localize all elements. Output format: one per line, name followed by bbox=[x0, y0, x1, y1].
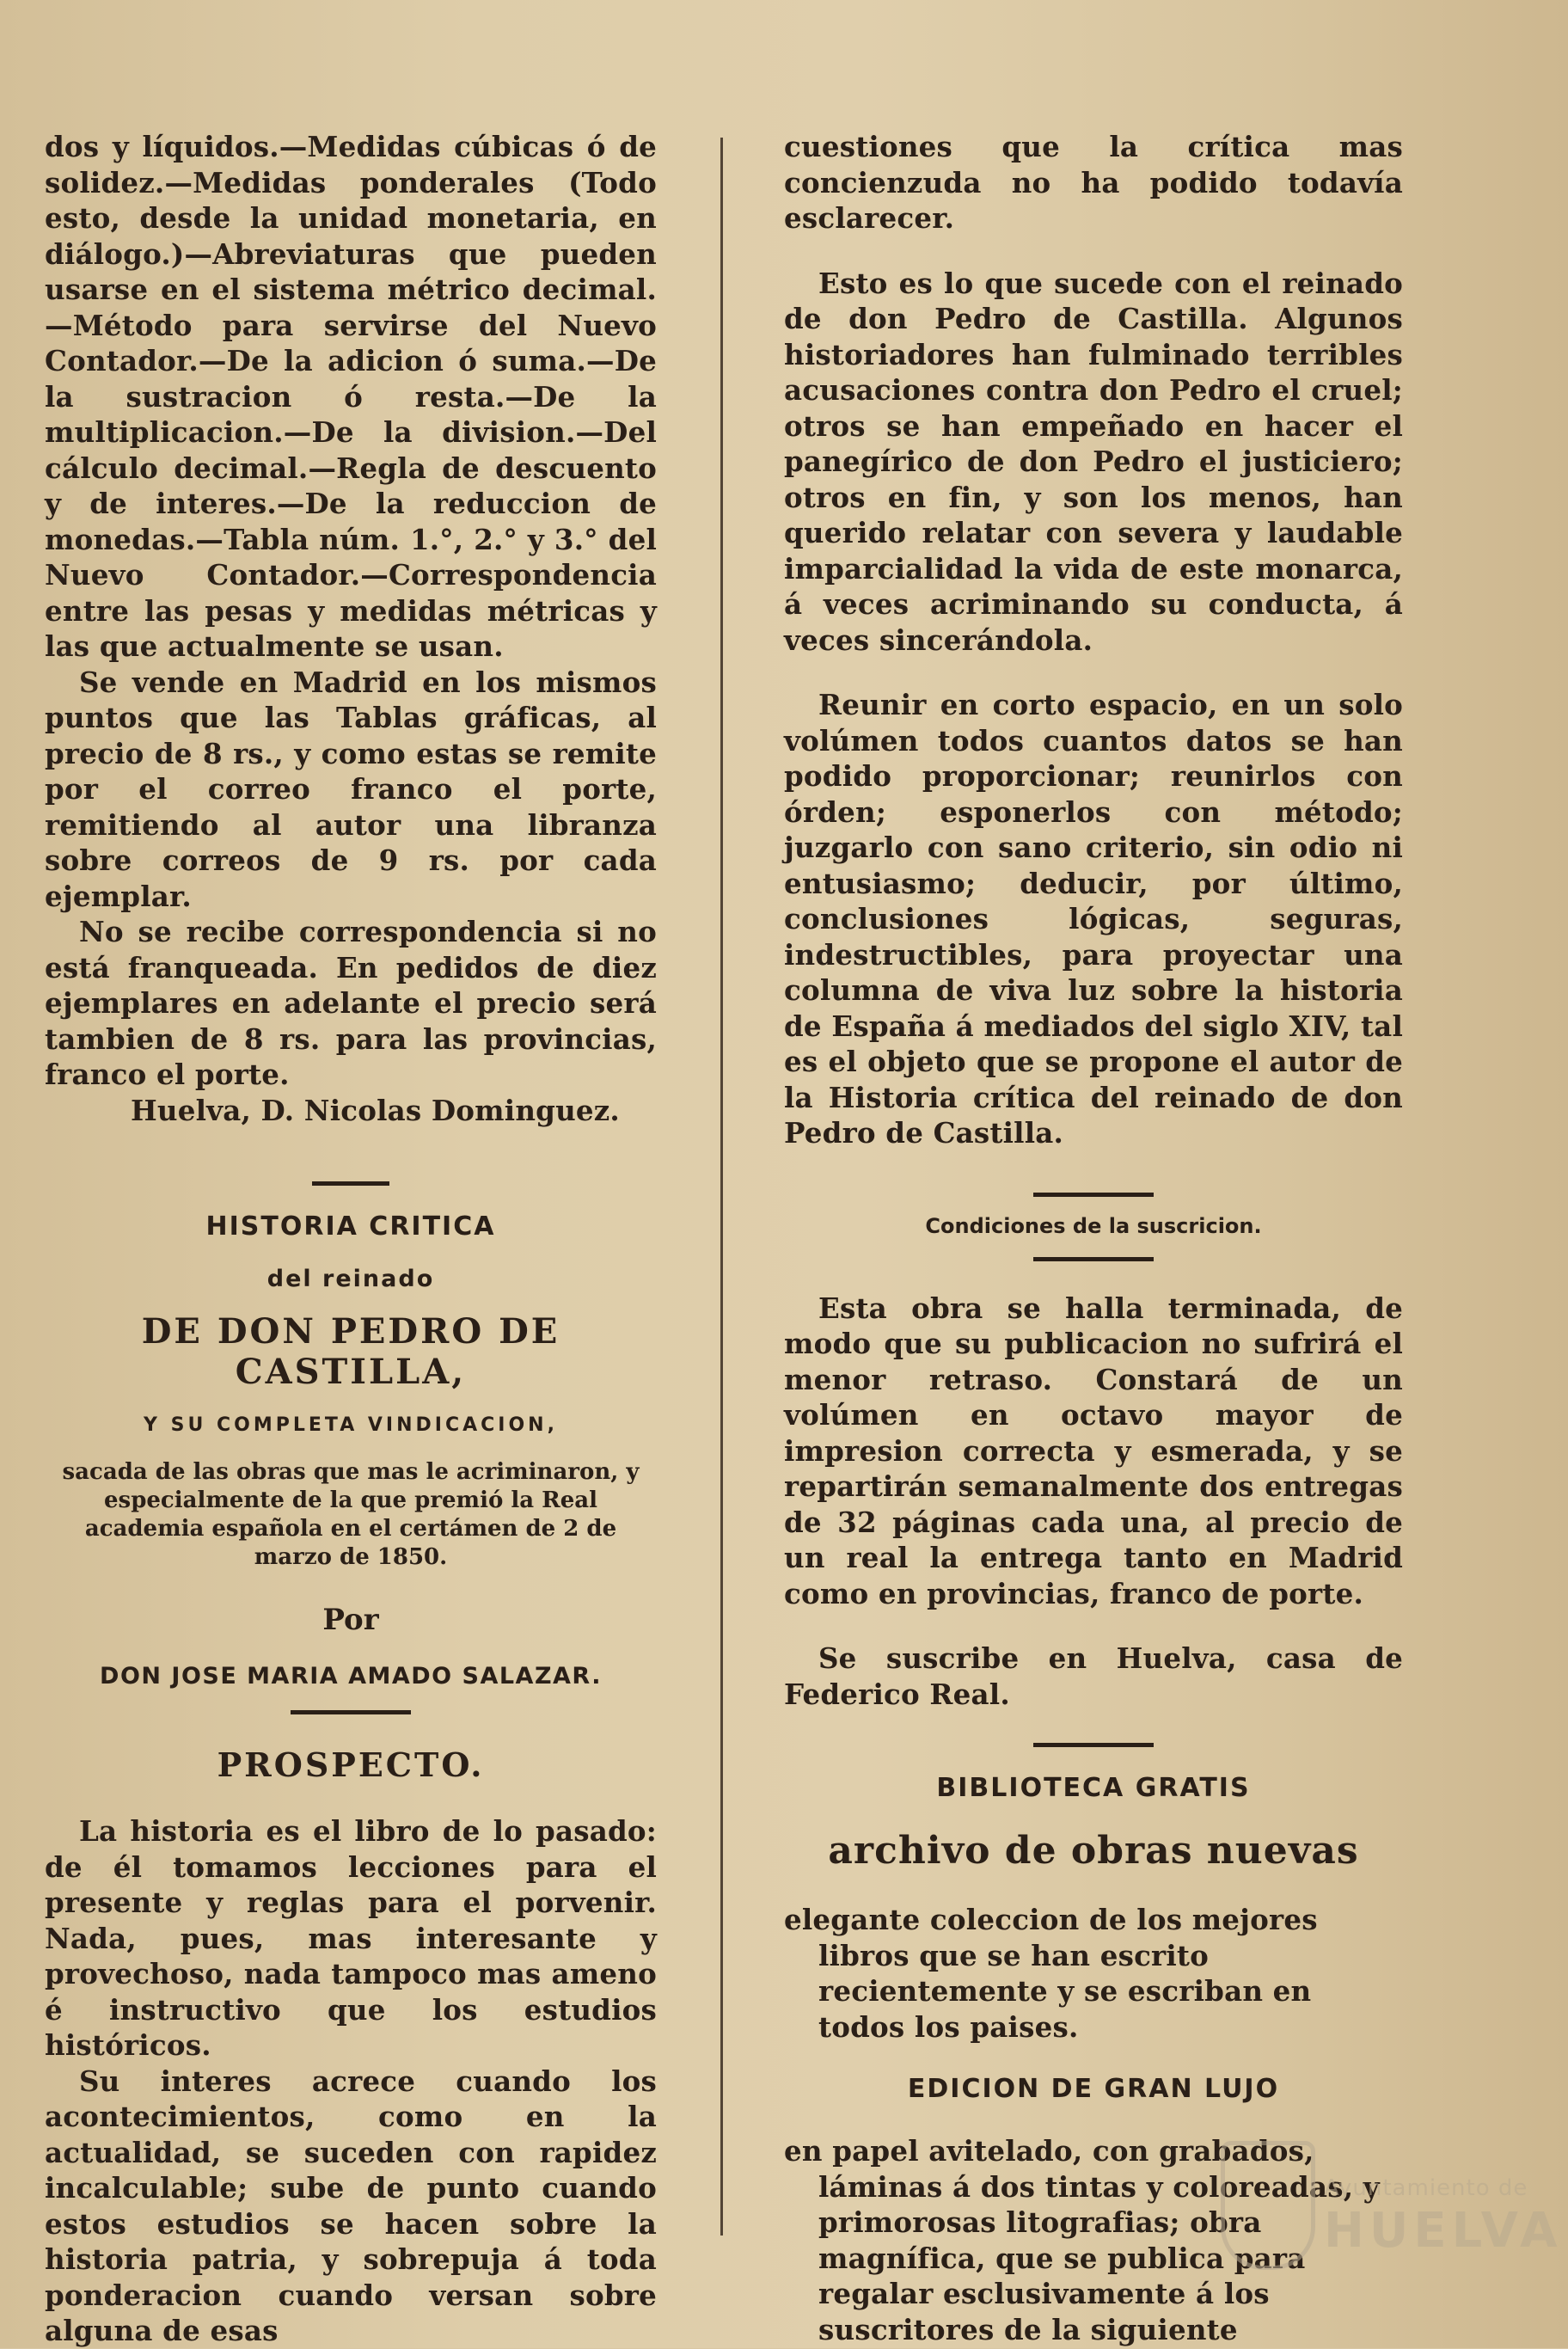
obra-paragraph: Esta obra se halla terminada, de modo que su publicacion no sufrirá el menor retraso. Constará de un volúmen en octavo mayor de impresion correcta y esmerada, y se repartirán semanalmente dos entregas de 32 páginas cada una, al precio de un real la entrega tanto en Madrid como en provincias, franco de porte. bbox=[784, 1291, 1403, 1610]
separator-rule bbox=[1033, 1193, 1154, 1197]
separator-rule bbox=[1033, 1743, 1154, 1747]
interes-paragraph: Su interes acrece cuando los acontecimientos, como en la actualidad, se suceden con rapidez incalculable; sube de punto cuando estos estudios se hacen sobre la historia patria, y sobrepuja á toda ponderacion cuando versan sobre alguna de esas bbox=[45, 2064, 657, 2347]
separator-rule bbox=[291, 1710, 411, 1714]
sale-paragraph: Se vende en Madrid en los mismos puntos que las Tablas gráficas, al precio de 8 rs., y como estas se remite por el correo franco el porte, remitiendo al autor una libranza sobre correos de 9 rs. por cada ejemplar. bbox=[45, 665, 657, 913]
title-historia-critica: HISTORIA CRITICA bbox=[205, 1211, 496, 1242]
title-don-pedro: DE DON PEDRO DE CASTILLA, bbox=[141, 1311, 560, 1392]
measures-list-text: dos y líquidos.—Medidas cúbicas ó de solidez.—Medidas ponderales (Todo esto, desde la unidad monetaria, en diálogo.)—Abreviaturas que pueden usarse en el sistema métrico decimal.—Método para servirse del Nuevo Contador.—De la adicion ó suma.—De la sustracion ó resta.—De la multiplicacion.—De la division.—Del cálculo decimal.—Regla de descuento y de interes.—De la reduccion de monedas.—Tabla núm. 1.°, 2.° y 3.° del Nuevo Contador.—Correspondencia entre las pesas y medidas métricas y las que actualmente se usan. bbox=[45, 130, 657, 663]
column-divider bbox=[720, 138, 723, 2236]
por-label: Por bbox=[322, 1603, 379, 1637]
crest-icon bbox=[1221, 2141, 1315, 2270]
separator-rule bbox=[312, 1181, 389, 1186]
reinado-paragraph: Esto es lo que sucede con el reinado de don Pedro de Castilla. Algunos historiadores han fulminado terribles acusaciones contra don Pedro el cruel; otros se han empeñado en hacer el panegírico de don Pedro el justiciero; otros en fin, y son los menos, han querido relatar con severa y laudable imparcialidad la vida de este monarca, á veces acriminando su conducta, á veces sincerándola. bbox=[784, 266, 1403, 657]
watermark-small-text: Ayuntamiento de bbox=[1324, 2175, 1528, 2201]
title-del-reinado: del reinado bbox=[266, 1266, 435, 1292]
left-column bbox=[45, 129, 657, 2349]
title-vindicacion: Y SU COMPLETA VINDICACION, bbox=[144, 1414, 558, 1436]
edicion-heading: EDICION DE GRAN LUJO bbox=[907, 2074, 1280, 2104]
archive-watermark bbox=[1221, 2124, 1563, 2296]
papel-text: en papel avitelado, con grabados, láminas á dos tintas y coloreadas, y primorosas litografias; obra magnífica, que se publica para regalar esclusivamente á los suscritores de la siguiente bbox=[784, 2134, 1380, 2346]
coleccion-text: elegante coleccion de los mejores libros que se han escrito recientemente y se escriban en todos los paises. bbox=[784, 1903, 1318, 2044]
signature: Huelva, D. Nicolas Dominguez. bbox=[131, 1093, 620, 1127]
separator-rule bbox=[1033, 1257, 1154, 1261]
watermark-big-text: HUELVA bbox=[1324, 2203, 1563, 2259]
prospecto-heading: PROSPECTO. bbox=[217, 1745, 485, 1784]
author-name: DON JOSE MARIA AMADO SALAZAR. bbox=[100, 1663, 602, 1690]
condiciones-heading: Condiciones de la suscricion. bbox=[925, 1213, 1262, 1238]
continuation-text: cuestiones que la crítica mas concienzuda no ha podido todavía esclarecer. bbox=[784, 130, 1403, 235]
historia-paragraph: La historia es el libro de lo pasado: de él tomamos lecciones para el presente y reglas para el porvenir. Nada, pues, mas interesante y provechoso, nada tampoco mas ameno é instructivo que los estudios históricos. bbox=[45, 1814, 657, 2062]
right-column bbox=[784, 129, 1403, 2347]
correspondence-paragraph: No se recibe correspondencia si no está franqueada. En pedidos de diez ejemplares en adelante el precio será tambien de 8 rs. para las provincias, franco el porte. bbox=[45, 915, 657, 1091]
reunir-paragraph: Reunir en corto espacio, en un solo volúmen todos cuantos datos se han podido proporcionar; reunirlos con órden; esponerlos con método; juzgarlo con sano criterio, sin odio ni entusiasmo; deducir, por último, conclusiones lógicas, seguras, indestructibles, para proyectar una columna de viva luz sobre la historia de España á mediados del siglo XIV, tal es el objeto que se propone el autor de la Historia crítica del reinado de don Pedro de Castilla. bbox=[784, 688, 1403, 1150]
archivo-heading: archivo de obras nuevas bbox=[828, 1829, 1359, 1873]
title-note: sacada de las obras que mas le acriminaron, y especialmente de la que premió la Real academia española en el certámen de 2 de marzo de 1850. bbox=[62, 1459, 640, 1570]
suscribe-paragraph: Se suscribe en Huelva, casa de Federico Real. bbox=[784, 1641, 1403, 1711]
biblioteca-heading: BIBLIOTECA GRATIS bbox=[936, 1773, 1251, 1803]
